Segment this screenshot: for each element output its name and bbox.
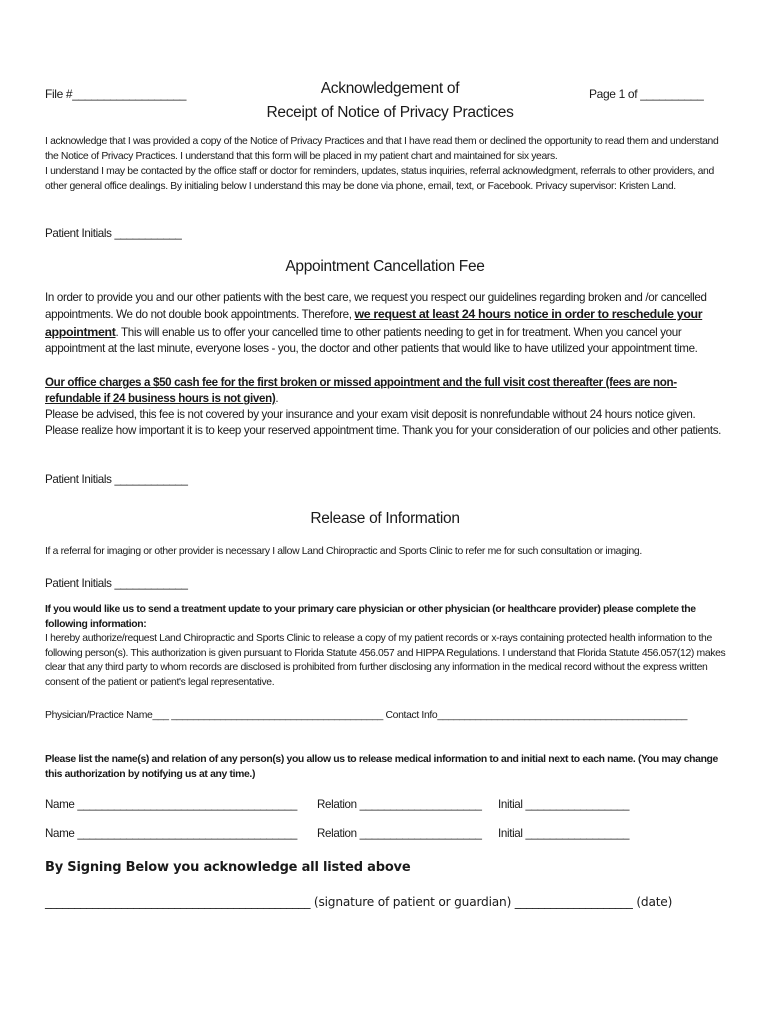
page-number-field: Page 1 of __________ <box>589 87 704 101</box>
patient-initials-cancellation: Patient Initials ____________ <box>45 473 188 486</box>
authorized-persons-instructions: Please list the name(s) and relation of any person(s) you allow us to release medical information to and initial next to each name. (You may change this authorization by notifying us at any time.) <box>45 754 718 780</box>
person-initial-field: Initial _________________ <box>498 827 630 840</box>
records-authorization-text: I hereby authorize/request Land Chiropractic and Sports Clinic to release a copy of my patient records or x-rays containing protected health information to the following person(s). This authorization is given pursuant to Florida Statute 456.057 and HIPPA Regulations. I understand that Florida Statute 456.057(12) makes clear that any third party to whom records are disclosed is prohibited from further disclosing any information in the medical record without the express written consent of the patient or patient's legal representative. <box>45 633 726 688</box>
cancellation-fee-period: . <box>275 392 279 406</box>
reschedule-notice-requirement: we request at least 24 hours notice in order to reschedule your appointment <box>45 307 703 339</box>
title-line-2: Receipt of Notice of Privacy Practices <box>266 104 514 121</box>
person-relation-field: Relation ____________________ <box>317 827 482 840</box>
privacy-acknowledgement-text: I acknowledge that I was provided a copy of the Notice of Privacy Practices and that I have read them or declined the opportunity to read them and understand the Notice of Privacy Practices. I understand that this form will be placed in my patient chart and maintained for six years. <box>45 136 719 162</box>
person-relation-field: Relation ____________________ <box>317 798 482 811</box>
cancellation-policy-continued: . This will enable us to offer your cancelled time to other patients needing to get in for treatment. When you cancel your appointment at the last minute, everyone loses - you, the doctor and other patients that would like to have utilized your appointment time. <box>45 325 698 356</box>
cancellation-policy-intro: In order to provide you and our other patients with the best care, we request you respect our guidelines regarding broken and /or cancelled appointments. We do not double book appointments. Therefore, <box>45 291 707 322</box>
cancellation-fee-text <box>45 375 729 408</box>
release-heading: Release of Information <box>310 510 460 527</box>
cancellation-policy-text <box>45 290 729 358</box>
treatment-update-instructions: If you would like us to send a treatment update to your primary care physician or other physician (or healthcare provider) please complete the following information: <box>45 604 696 630</box>
file-number-field: File #__________________ <box>45 87 187 101</box>
patient-initials-release: Patient Initials ____________ <box>45 577 188 590</box>
person-initial-field: Initial _________________ <box>498 798 630 811</box>
fee-advisory-text: Please be advised, this fee is not covered by your insurance and your exam visit deposit is nonrefundable without 24 hours notice given. Please realize how important it is to keep your reserved appointment time. Thank you for your consideration of our policies and other patients. <box>45 408 722 438</box>
signature-date-line: _____________________________________________ (signature of patient or guardian) ____________________ (date) <box>45 895 673 909</box>
person-name-field: Name ____________________________________ <box>45 827 297 840</box>
patient-initials-privacy: Patient Initials ___________ <box>45 227 182 240</box>
signature-heading: By Signing Below you acknowledge all listed above <box>45 860 411 875</box>
contact-consent-text: I understand I may be contacted by the office staff or doctor for reminders, updates, status inquiries, referral acknowledgment, referrals to other providers, and other general office dealings. By initialing below I understand this may be done via phone, email, text, or Facebook. Privacy supervisor: Kristen Land. <box>45 166 714 192</box>
person-name-field: Name ____________________________________ <box>45 798 297 811</box>
physician-contact-field: Physician/Practice Name___ _______________________________________ Contact Info______________________________________________ <box>45 710 688 721</box>
title-line-1: Acknowledgement of <box>320 80 460 97</box>
referral-consent-text: If a referral for imaging or other provider is necessary I allow Land Chiropractic and Sports Clinic to refer me for such consultation or imaging. <box>45 546 642 557</box>
cancellation-heading: Appointment Cancellation Fee <box>285 258 485 275</box>
cancellation-fee-statement: Our office charges a $50 cash fee for the first broken or missed appointment and the full visit cost thereafter (fees are non-refundable if 24 business hours is not given) <box>45 376 677 406</box>
